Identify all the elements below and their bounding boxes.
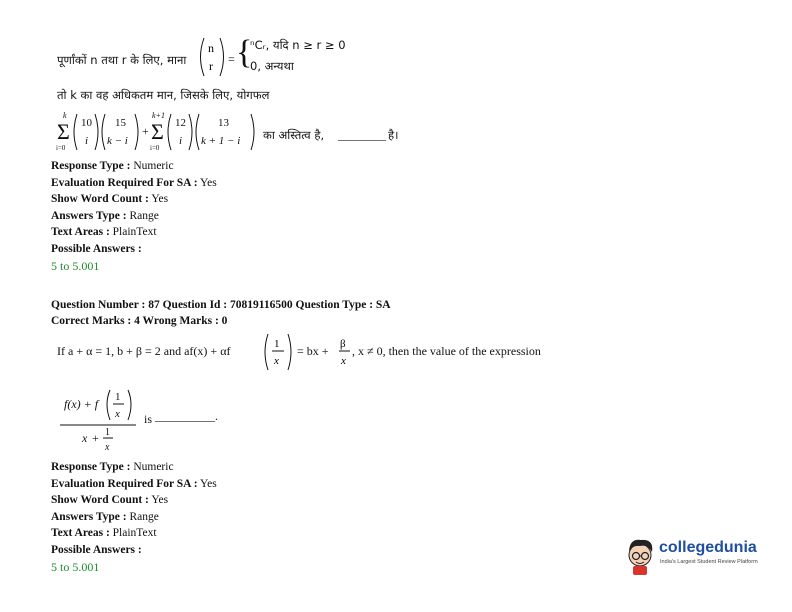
- meta-row: Evaluation Required For SA : Yes: [51, 176, 217, 189]
- q2-stem-end: , x ≠ 0, then the value of the expression: [352, 344, 541, 358]
- svg-text:i=0: i=0: [56, 144, 66, 152]
- svg-text:Σ: Σ: [57, 119, 70, 144]
- binomial-n-r: [197, 36, 227, 78]
- svg-text:i: i: [85, 135, 89, 147]
- q2-meta-block: [51, 459, 217, 558]
- possible-answer-1: 5 to 5.001: [51, 259, 100, 273]
- svg-text:12: 12: [175, 117, 186, 129]
- svg-text:f(x) + f: f(x) + f: [64, 397, 99, 411]
- svg-text:r: r: [209, 59, 213, 73]
- meta-row: Show Word Count : Yes: [51, 494, 169, 506]
- meta-row: Response Type : Numeric: [51, 461, 174, 473]
- svg-text:x: x: [115, 408, 120, 420]
- svg-text:10: 10: [81, 117, 92, 129]
- svg-text:+: +: [142, 124, 149, 138]
- svg-text:k: k: [63, 111, 67, 120]
- svg-text:β: β: [340, 338, 346, 350]
- q2-header: Question Number : 87 Question Id : 70819116500 Question Type : SA: [51, 299, 391, 311]
- mascot-icon: [624, 535, 658, 577]
- svg-text:x: x: [274, 355, 279, 367]
- svg-text:1: 1: [274, 338, 280, 350]
- q2-expr-is: is: [144, 412, 153, 426]
- q2-expression: [58, 384, 148, 454]
- q1-end: है।: [388, 128, 399, 142]
- f-one-over-x: [262, 332, 294, 372]
- svg-text:13: 13: [218, 117, 229, 129]
- meta-row: Show Word Count : Yes: [51, 193, 169, 205]
- logo-name: collegedunia: [659, 539, 757, 556]
- svg-text:1: 1: [105, 427, 110, 438]
- q1-intro-text: पूर्णांकों n तथा r के लिए, माना: [57, 53, 187, 67]
- svg-text:15: 15: [115, 117, 126, 129]
- svg-text:x: x: [105, 442, 110, 453]
- q1-line-2: तो k का वह अधिकतम मान, जिसके लिए, योगफल: [57, 88, 270, 102]
- q2-stem-suffix: = bx +: [297, 344, 329, 358]
- svg-text:1: 1: [115, 391, 121, 403]
- beta-over-x: [338, 334, 352, 370]
- svg-text:k − i: k − i: [107, 135, 128, 147]
- svg-text:x: x: [82, 431, 88, 445]
- logo-tagline: India's Largest Student Review Platform: [660, 559, 758, 565]
- meta-row: Possible Answers :: [51, 543, 142, 556]
- q2-marks: Correct Marks : 4 Wrong Marks : 0: [51, 315, 228, 327]
- meta-row: Response Type : Numeric: [51, 160, 174, 172]
- meta-row: Text Areas : PlainText: [51, 226, 157, 238]
- q1-sum-suffix: का अस्तित्व है,: [263, 128, 325, 142]
- q1-meta-block: [51, 158, 217, 257]
- meta-row: Evaluation Required For SA : Yes: [51, 477, 217, 490]
- meta-row: Text Areas : PlainText: [51, 527, 157, 539]
- svg-text:n: n: [208, 41, 214, 55]
- svg-text:x: x: [341, 355, 346, 367]
- answer-blank: __________.: [155, 409, 218, 423]
- brace: {: [236, 34, 253, 71]
- svg-text:k + 1 − i: k + 1 − i: [201, 135, 241, 147]
- equals-sign: =: [228, 52, 235, 66]
- svg-text:i=0: i=0: [150, 144, 160, 152]
- svg-text:i: i: [179, 135, 183, 147]
- q1-case-1: ⁿCᵣ, यदि n ≥ r ≥ 0: [250, 38, 346, 52]
- meta-row: Answers Type : Range: [51, 510, 159, 523]
- q1-summation-expression: [55, 108, 265, 156]
- meta-row: Answers Type : Range: [51, 209, 159, 222]
- collegedunia-logo: [624, 535, 764, 577]
- svg-text:+: +: [92, 431, 99, 445]
- meta-row: Possible Answers :: [51, 242, 142, 255]
- svg-text:k+1: k+1: [152, 111, 165, 120]
- q2-stem-prefix: If a + α = 1, b + β = 2 and af(x) + αf: [57, 344, 231, 358]
- q1-case-2: 0, अन्यथा: [250, 59, 294, 73]
- svg-text:Σ: Σ: [151, 119, 164, 144]
- possible-answer-2: 5 to 5.001: [51, 560, 100, 574]
- answer-blank: ________: [338, 128, 386, 142]
